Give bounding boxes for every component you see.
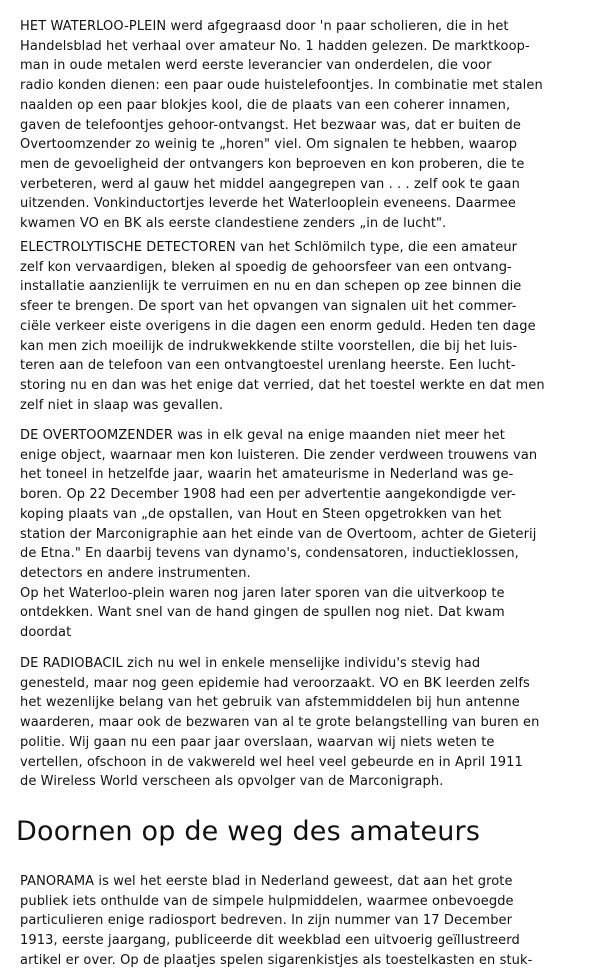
text-line: publiek iets onthulde van de simpele hulpmiddelen, waarmee onbevoegde [20, 893, 514, 909]
text-line: installatie aanzienlijk te verruimen en nu en dan schepen op zee binnen die [20, 279, 522, 295]
section-heading: Doornen op de weg des amateurs [16, 816, 481, 847]
text-line: zelf niet in slaap was gevallen. [20, 397, 224, 413]
text-line: politie. Wij gaan nu een paar jaar overslaan, waarvan wij niets weten te [20, 734, 495, 750]
text-line: kwamen VO en BK als eerste clandestiene zenders „in de lucht". [20, 216, 447, 232]
text-line: de Etna." En daarbij tevens van dynamo's, condensatoren, inductieklossen, [20, 546, 519, 562]
text-line: doordat [20, 625, 72, 641]
text-line: zelf kon vervaardigen, bleken al spoedig de gehoorsfeer van een ontvang- [20, 259, 512, 275]
text-line: vertellen, ofschoon in de vakwereld wel heel veel gebeurde en in April 1911 [20, 754, 523, 770]
text-line: koping plaats van „de opstallen, van Hout en Steen opgetrokken van het [20, 506, 502, 522]
text-line: man in oude metalen werd eerste leverancier van onderdelen, die voor [20, 58, 492, 74]
text-line: storing nu en dan was het enige dat verried, dat het toestel werkte en dat men [20, 377, 545, 393]
text-line: 1913, eerste jaargang, publiceerde dit weekblad een uitvoerig geïllustreerd [20, 933, 520, 949]
text-line: ontdekken. Want snel van de hand gingen de spullen nog niet. Dat kwam [20, 605, 505, 621]
text-line: artikel er over. Op de plaatjes spelen sigarenkistjes als toestelkasten en stuk- [20, 952, 533, 968]
text-line: boren. Op 22 December 1908 had een per advertentie aangekondigde ver- [20, 487, 516, 503]
text-line: gaven de telefoontjes gehoor-ontvangst. Het bezwaar was, dat er buiten de [20, 117, 521, 133]
text-line: de Wireless World verscheen als opvolger van de Marconigraph. [20, 774, 444, 790]
text-line: particulieren enige radiosport bedreven. In zijn nummer van 17 December [20, 913, 513, 929]
text-line: radio konden dienen: een paar oude huistelefoontjes. In combinatie met stalen [20, 78, 543, 94]
text-line: uitzenden. Vonkinductortjes leverde het Waterlooplein eveneens. Daarmee [20, 196, 516, 212]
text-line: waarderen, maar ook de bezwaren van al te grote belangstelling van buren en [20, 715, 540, 731]
text-line: teren aan de telefoon van een ontvangtoestel urenlang heerste. Een lucht- [20, 358, 516, 374]
text-line: het wezenlijke belang van het gebruik van afstemmiddelen bij hun antenne [20, 695, 520, 711]
text-line: Op het Waterloo-plein waren nog jaren later sporen van die uitverkoop te [20, 585, 505, 601]
text-line: genesteld, maar nog geen epidemie had veroorzaakt. VO en BK leerden zelfs [20, 675, 530, 691]
text-line: station der Marconigraphie aan het einde van de Overtoom, achter de Gieterij [20, 526, 537, 542]
text-line: naalden op een paar blokjes kool, die de plaats van een coherer innamen, [20, 97, 511, 113]
text-line: ciële verkeer eiste overigens in die dagen een enorm geduld. Heden ten dage [20, 318, 536, 334]
text-line: het toneel in hetzelfde jaar, waarin het amateurisme in Nederland was ge- [20, 467, 514, 483]
text-line: enige object, waarnaar men kon luisteren. Die zender verdween trouwens van [20, 447, 538, 463]
paragraph-panorama [20, 872, 580, 971]
text-line: detectors en andere instrumenten. [20, 565, 251, 581]
paragraph-electrolytische-detectoren [20, 238, 580, 415]
text-line: DE RADIOBACIL zich nu wel in enkele menselijke individu's stevig had [20, 656, 481, 671]
text-line: PANORAMA is wel het eerste blad in Nederland geweest, dat aan het grote [20, 874, 513, 889]
text-line: Handelsblad het verhaal over amateur No. 1 hadden gelezen. De marktkoop- [20, 38, 530, 54]
text-line: kan men zich moeilijk de indrukwekkende stilte voorstellen, die bij het luis- [20, 338, 518, 354]
text-line: DE OVERTOOMZENDER was in elk geval na enige maanden niet meer het [20, 428, 505, 443]
text-line: men de gevoeligheid der ontvangers kon beproeven en kon proberen, die te [20, 156, 525, 172]
text-line: sfeer te brengen. De sport van het opvangen van signalen uit het commer- [20, 299, 517, 315]
text-line: HET WATERLOO-PLEIN werd afgegraasd door 'n paar scholieren, die in het [20, 19, 509, 34]
text-line: verbeteren, werd al gauw het middel aangegrepen van . . . zelf ook te gaan [20, 176, 520, 192]
paragraph-waterloo-plein [20, 17, 580, 234]
paragraph-radiobacil [20, 654, 580, 792]
text-line: ELECTROLYTISCHE DETECTOREN van het Schlömilch type, die een amateur [20, 240, 518, 255]
text-line: Overtoomzender zo weinig te „horen" viel. Om signalen te hebben, waarop [20, 137, 518, 153]
paragraph-overtoomzender [20, 426, 580, 643]
